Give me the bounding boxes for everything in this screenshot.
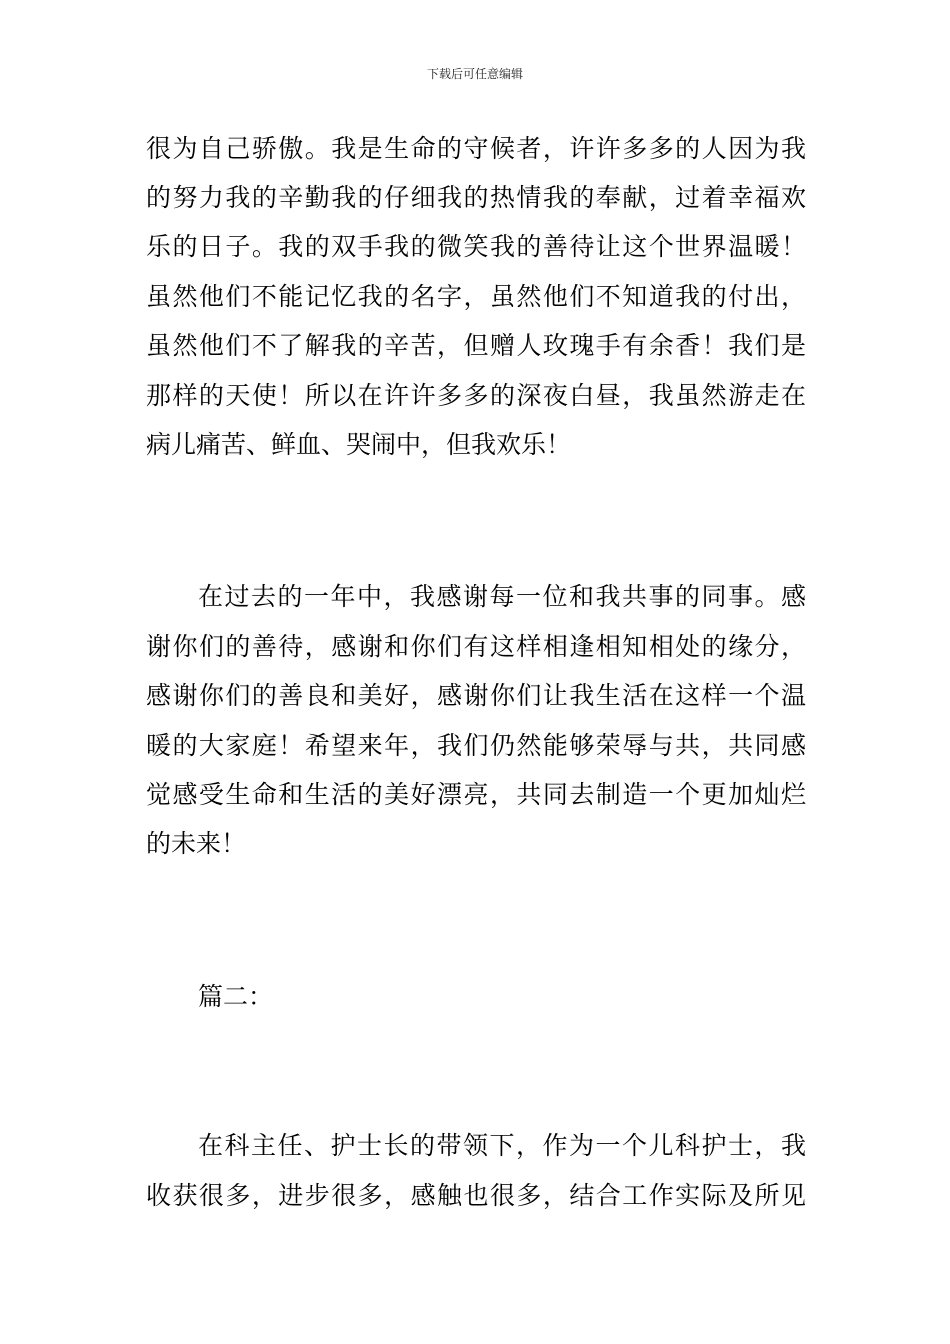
- text-line: 感谢你们的善良和美好，感谢你们让我生活在这样一个温: [146, 681, 806, 710]
- text-line: 收获很多，进步很多，感触也很多，结合工作实际及所见: [146, 1181, 806, 1210]
- text-line: 虽然他们不能记忆我的名字，虽然他们不知道我的付出，: [146, 282, 806, 311]
- text-line: 觉感受生命和生活的美好漂亮，共同去制造一个更加灿烂: [146, 780, 806, 809]
- text-line: 暖的大家庭！希望来年，我们仍然能够荣辱与共，共同感: [146, 731, 806, 760]
- text-line: 乐的日子。我的双手我的微笑我的善待让这个世界温暖！: [146, 232, 806, 261]
- text-line: 虽然他们不了解我的辛苦，但赠人玫瑰手有余香！我们是: [146, 331, 806, 360]
- text-line: 在过去的一年中，我感谢每一位和我共事的同事。感: [198, 582, 806, 611]
- text-line: 的努力我的辛勤我的仔细我的热情我的奉献，过着幸福欢: [146, 183, 806, 212]
- page-header: 下载后可任意编辑: [426, 67, 523, 81]
- text-line: 谢你们的善待，感谢和你们有这样相逢相知相处的缘分，: [146, 632, 806, 661]
- text-line: 那样的天使！所以在许许多多的深夜白昼，我虽然游走在: [146, 381, 806, 410]
- text-line: 的未来！: [146, 829, 247, 858]
- text-line: 很为自己骄傲。我是生命的守候者，许许多多的人因为我: [146, 134, 806, 163]
- section-title: 篇二：: [198, 982, 274, 1011]
- text-line: 在科主任、护士长的带领下，作为一个儿科护士，我: [198, 1131, 806, 1160]
- text-line: 病儿痛苦、鲜血、哭闹中，但我欢乐！: [146, 430, 572, 459]
